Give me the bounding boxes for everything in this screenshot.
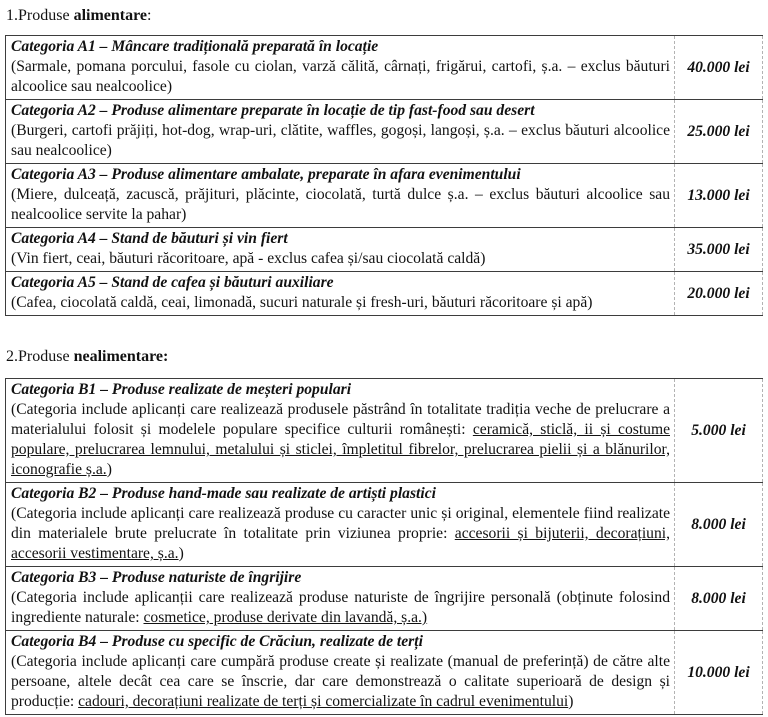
food-categories-table — [5, 35, 763, 316]
category-title: Categoria A1 – Mâncare tradițională preparată în locație — [11, 38, 379, 55]
table-row — [6, 100, 763, 164]
underlined-examples: cadouri, decorațiuni realizate de terți și comercializate în cadrul evenimentului — [78, 693, 569, 710]
table-row — [6, 567, 763, 631]
category-cell — [6, 483, 675, 567]
underlined-examples: ceramică, sticlă, ii și costume populare, prelucrarea lemnului, metalului și sticlei, împletitul fibrelor, prelucrarea pielii și a blănurilor, iconografie ș.a. — [11, 421, 670, 478]
category-title: Categoria A4 – Stand de băuturi și vin fiert — [11, 230, 288, 247]
section-heading-bold: alimentare — [73, 7, 148, 24]
table-row — [6, 228, 763, 272]
price-cell: 8.000 lei — [675, 567, 763, 631]
underlined-examples: accesorii și bijuterii, decorațiuni, accesorii vestimentare, ș.a. — [11, 525, 670, 562]
category-cell — [6, 272, 675, 316]
price-cell: 13.000 lei — [675, 164, 763, 228]
category-description: (Vin fiert, ceai, băuturi răcoritoare, apă - exclus cafea și/sau ciocolată caldă) — [11, 250, 486, 267]
table-row — [6, 483, 763, 567]
category-cell — [6, 631, 675, 715]
category-title: Categoria A5 – Stand de cafea și băuturi auxiliare — [11, 274, 334, 291]
category-cell — [6, 379, 675, 483]
price-cell: 5.000 lei — [691, 422, 746, 439]
category-title: Categoria A2 – Produse alimentare preparate în locație de tip fast-food sau desert — [11, 102, 535, 119]
category-cell — [6, 100, 675, 164]
table-row — [6, 272, 763, 316]
table-row — [6, 631, 763, 715]
price-cell: 20.000 lei — [675, 272, 763, 316]
category-cell — [6, 36, 675, 100]
category-description: (Categoria include aplicanții care realizează produse naturiste de îngrijire personală (obținute folosind ingrediente naturale: cosmetice, produse derivate din lavandă, ș.a.) — [11, 589, 670, 626]
category-description: (Categoria include aplicanți care cumpără produse create și realizate (manual de preferință) de către alte persoane, altele decât cea care se înscrie, dar care demonstrează o calitate superioară de design și producție: cadouri, decorațiuni realizate de terți și comercializate în cadrul evenimentului) — [11, 653, 670, 710]
category-description: (Categoria include aplicanți care realizează produse cu caracter unic și original, elementele fiind realizate din materialele brute prelucrate în totalitate prin viziunea proprie: accesorii și bijuterii, decorațiuni, accesorii vestimentare, ș.a.) — [11, 505, 670, 562]
price-cell: 8.000 lei — [675, 483, 763, 567]
category-description: (Miere, dulceață, zacuscă, prăjituri, plăcinte, ciocolată, turtă dulce ș.a. – exclus băuturi alcoolice sau nealcoolice servite la pahar) — [11, 186, 670, 223]
category-title: Categoria A3 – Produse alimentare ambalate, preparate în afara evenimentului — [11, 166, 521, 183]
nonfood-categories-table — [5, 378, 763, 715]
underlined-examples: cosmetice, produse derivate din lavandă, ș.a.) — [143, 609, 428, 626]
price-cell: 35.000 lei — [675, 228, 763, 272]
category-title: Categoria B1 – Produse realizate de meșteri populari — [11, 381, 352, 398]
price-cell: 10.000 lei — [675, 631, 763, 715]
category-description: (Sarmale, pomana porcului, fasole cu ciolan, varză călită, cârnați, frigărui, cartofi, ș.a. – exclus băuturi alcoolice sau nealcoolice) — [11, 58, 670, 95]
category-title: Categoria B2 – Produse hand-made sau realizate de artiști plastici — [11, 485, 436, 502]
section-heading-prefix: 1.Produse — [6, 7, 74, 24]
section-heading-nealimentare — [6, 347, 764, 366]
table-row — [6, 36, 763, 100]
category-title: Categoria B4 – Produse cu specific de Crăciun, realizate de terți — [11, 633, 423, 650]
section-heading-suffix: : — [147, 7, 152, 24]
section-heading-bold: nealimentare: — [73, 348, 169, 365]
category-description: (Cafea, ciocolată caldă, ceai, limonadă, sucuri naturale și fresh-uri, băuturi răcoritoare și apă) — [11, 294, 593, 311]
table-row — [6, 164, 763, 228]
price-cell: 40.000 lei — [687, 59, 750, 76]
section-heading-prefix: 2.Produse — [6, 348, 74, 365]
category-cell — [6, 164, 675, 228]
table-row — [6, 379, 763, 483]
category-cell — [6, 567, 675, 631]
category-title: Categoria B3 – Produse naturiste de îngrijire — [11, 569, 302, 586]
category-cell — [6, 228, 675, 272]
section-heading-alimentare — [6, 6, 764, 25]
category-description: (Categoria include aplicanți care realizează produsele păstrând în totalitate tradiția veche de prelucrare a materialului folosit și modelele populare specifice culturii românești: ceramică, sticlă, ii și costume populare, prelucrarea lemnului, metalului și sticlei, împletitul fibrelor, prelucrarea pielii și a blănurilor, iconografie ș.a.) — [11, 401, 670, 478]
category-description: (Burgeri, cartofi prăjiți, hot-dog, wrap-uri, clătite, waffles, gogoși, langoși, ș.a. – exclus băuturi alcoolice sau nealcoolice) — [11, 122, 670, 159]
price-cell: 25.000 lei — [675, 100, 763, 164]
